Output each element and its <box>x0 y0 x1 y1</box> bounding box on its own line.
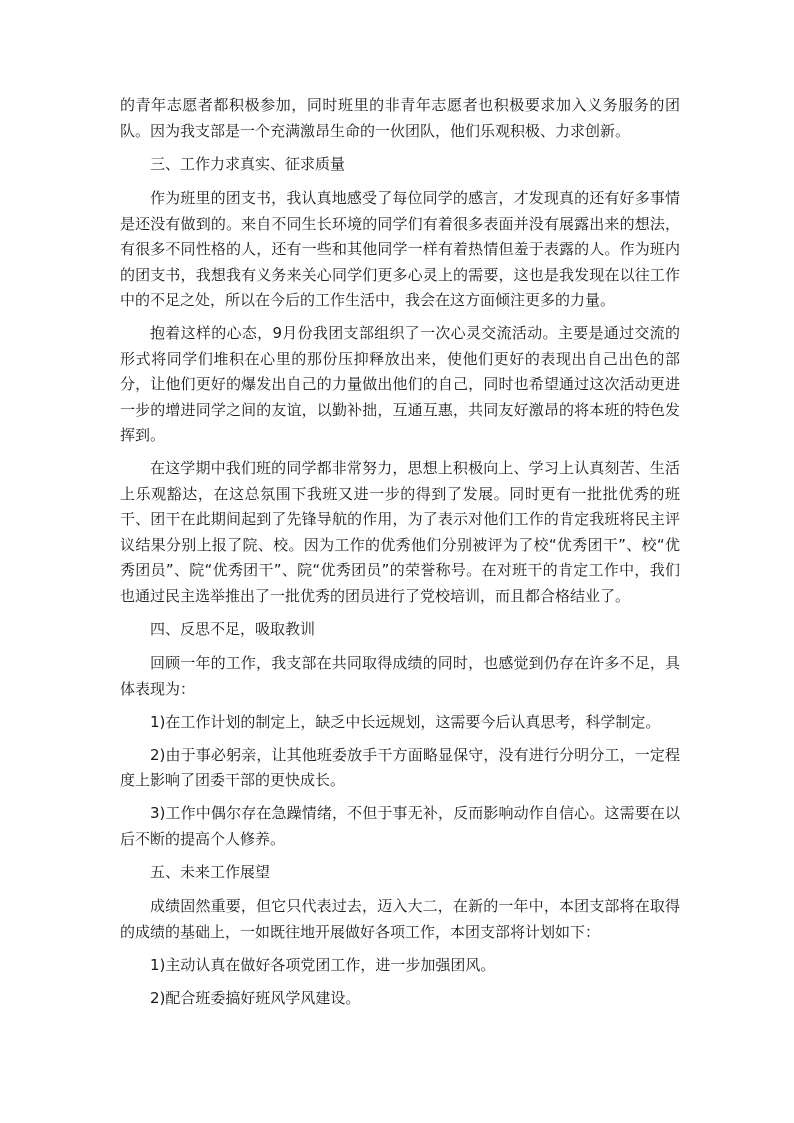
section-heading-4: 四、反思不足，吸取教训 <box>150 619 316 638</box>
section-heading-3: 三、工作力求真实、征求质量 <box>150 154 346 173</box>
paragraph-secretary-reflection: 作为班里的团支书，我认真地感受了每位同学的感言，才发现真的还有好多事情是还没有做到的。来自不同生长环境的同学们有着很多表面并没有展露出来的想法，有很多不同性格的人，还有一些和其他同学一样有着热情但羞于表露的人。作为班内的团支书，我想我有义务来关心同学们更多心灵上的需要，这也是我发现在以往工作中的不足之处，所以在今后的工作生活中，我会在这方面倾注更多的力量。 <box>120 189 680 309</box>
paragraph-volunteer-team: 的青年志愿者都积极参加，同时班里的非青年志愿者也积极要求加入义务服务的团队。因为我支部是一个充满激昂生命的一伙团队，他们乐观积极、力求创新。 <box>120 96 680 140</box>
paragraph-heart-exchange-activity: 抱着这样的心态，9月份我团支部组织了一次心灵交流活动。主要是通过交流的形式将同学们堆积在心里的那份压抑释放出来，使他们更好的表现出自己出色的部分，让他们更好的爆发出自己的力量做出他们的自己，同时也希望通过这次活动更进一步的增进同学之间的友谊，以勤补拙，互通互惠，共同友好激昂的将本班的特色发挥到。 <box>120 324 680 444</box>
list-item-shortcoming-2: 2)由于事必躬亲，让其他班委放手干方面略显保守，没有进行分明分工，一定程度上影响了团委干部的更快成长。 <box>120 745 680 789</box>
document-page <box>120 93 680 1019</box>
list-item-shortcoming-3: 3)工作中偶尔存在急躁情绪，不但于事无补，反而影响动作自信心。这需要在以后不断的提高个人修养。 <box>120 804 680 848</box>
paragraph-semester-progress: 在这学期中我们班的同学都非常努力，思想上积极向上、学习上认真刻苦、生活上乐观豁达，在这总氛围下我班又进一步的得到了发展。同时更有一批批优秀的班干、团干在此期间起到了先锋导航的作用，为了表示对他们工作的肯定我班将民主评议结果分别上报了院、校。因为工作的优秀他们分别被评为了校“优秀团干”、校“优秀团员”、院“优秀团干”、院“优秀团员”的荣誉称号。在对班干的肯定工作中，我们也通过民主选举推出了一批优秀的团员进行了党校培训，而且都合格结业了。 <box>120 459 680 605</box>
list-item-plan-1: 1)主动认真在做好各项党团工作，进一步加强团风。 <box>150 955 496 974</box>
list-item-shortcoming-1: 1)在工作计划的制定上，缺乏中长远规划，这需要今后认真思考，科学制定。 <box>150 712 661 731</box>
list-item-plan-2: 2)配合班委搞好班风学风建设。 <box>150 988 361 1007</box>
section-heading-5: 五、未来工作展望 <box>150 862 271 881</box>
paragraph-review-shortcomings: 回顾一年的工作，我支部在共同取得成绩的同时，也感觉到仍存在许多不足，具体表现为： <box>120 654 680 698</box>
paragraph-future-outlook: 成绩固然重要，但它只代表过去，迈入大二，在新的一年中，本团支部将在取得的成绩的基础上，一如既往地开展做好各项工作，本团支部将计划如下： <box>120 897 680 941</box>
